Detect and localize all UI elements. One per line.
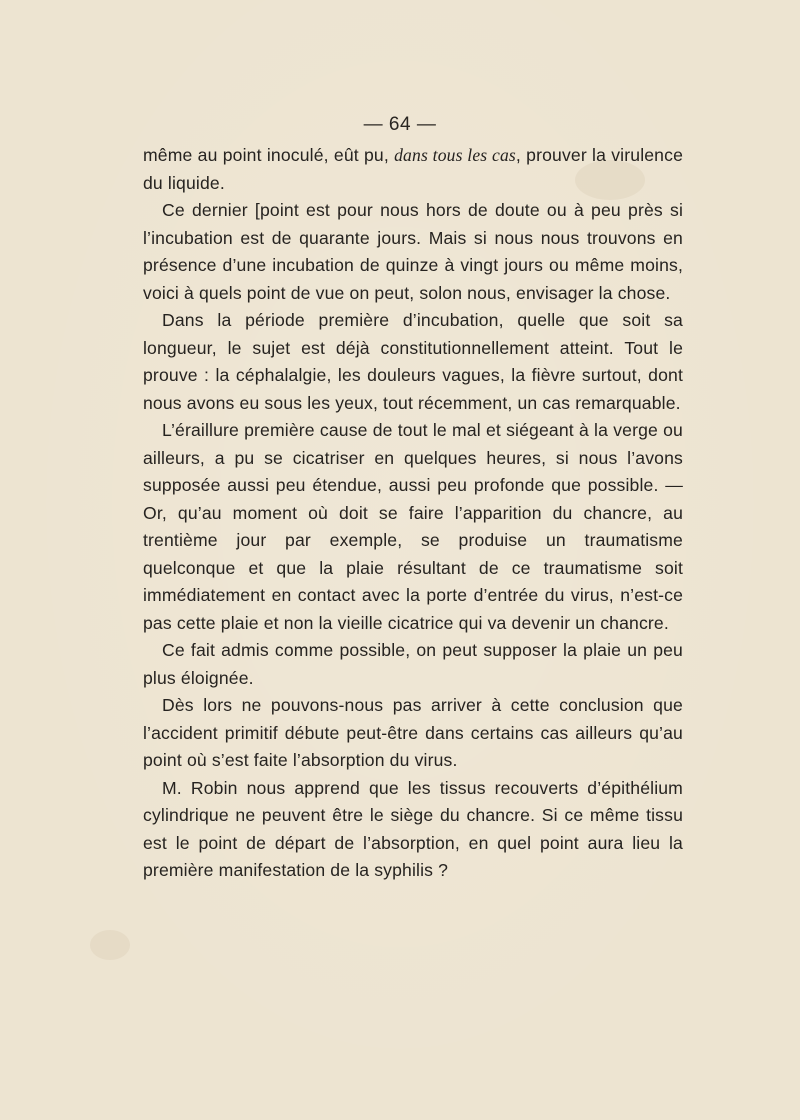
body-text (143, 142, 683, 885)
paragraph-1-italic: dans tous les cas (394, 145, 516, 165)
paragraph-5: Ce fait admis comme possible, on peut supposer la plaie un peu plus éloignée. (143, 640, 683, 688)
page-number: — 64 — (363, 114, 437, 135)
paragraph-1-start: même au point inoculé, eût pu, (143, 145, 395, 165)
paragraph-4: L’éraillure première cause de tout le mal et siégeant à la verge ou ailleurs, a pu se cicatriser en quelques heures, si nous l’avons supposée aussi peu étendue, aussi peu profonde que possible. — Or, qu’au moment où doit se faire l’apparition du chancre, au trentième jour par exemple, se produise un traumatisme quelconque et que la plaie résultant de ce traumatisme soit immédiatement en contact avec la porte d’entrée du virus, n’est-ce pas cette plaie et non la vieille cicatrice qui va devenir un chancre. (143, 420, 683, 633)
paragraph-1 (143, 142, 683, 197)
paper-stain (90, 930, 130, 960)
paragraph-3: Dans la période première d’incubation, quelle que soit sa longueur, le sujet est déjà constitutionnellement atteint. Tout le prouve : la céphalalgie, les douleurs vagues, la fièvre surtout, dont nous avons eu sous les yeux, tout récemment, un cas remarquable. (143, 310, 683, 413)
paragraph-1-end: , prouver la virulence du liquide. (143, 145, 683, 193)
paragraph-7: M. Robin nous apprend que les tissus recouverts d’épithélium cylindrique ne peuvent être le siège du chancre. Si ce même tissu est le point de départ de l’absorption, en quel point aura lieu la première manifestation de la syphilis ? (143, 777, 683, 880)
paragraph-6: Dès lors ne pouvons-nous pas arriver à cette conclusion que l’accident primitif débute peut-être dans certains cas ailleurs qu’au point où s’est faite l’absorption du virus. (143, 695, 683, 770)
paragraph-2: Ce dernier [point est pour nous hors de doute ou à peu près si l’incubation est de quarante jours. Mais si nous nous trouvons en présence d’une incubation de quinze à vingt jours ou même moins, voici à quels point de vue on peut, solon nous, envisager la chose. (143, 200, 683, 303)
